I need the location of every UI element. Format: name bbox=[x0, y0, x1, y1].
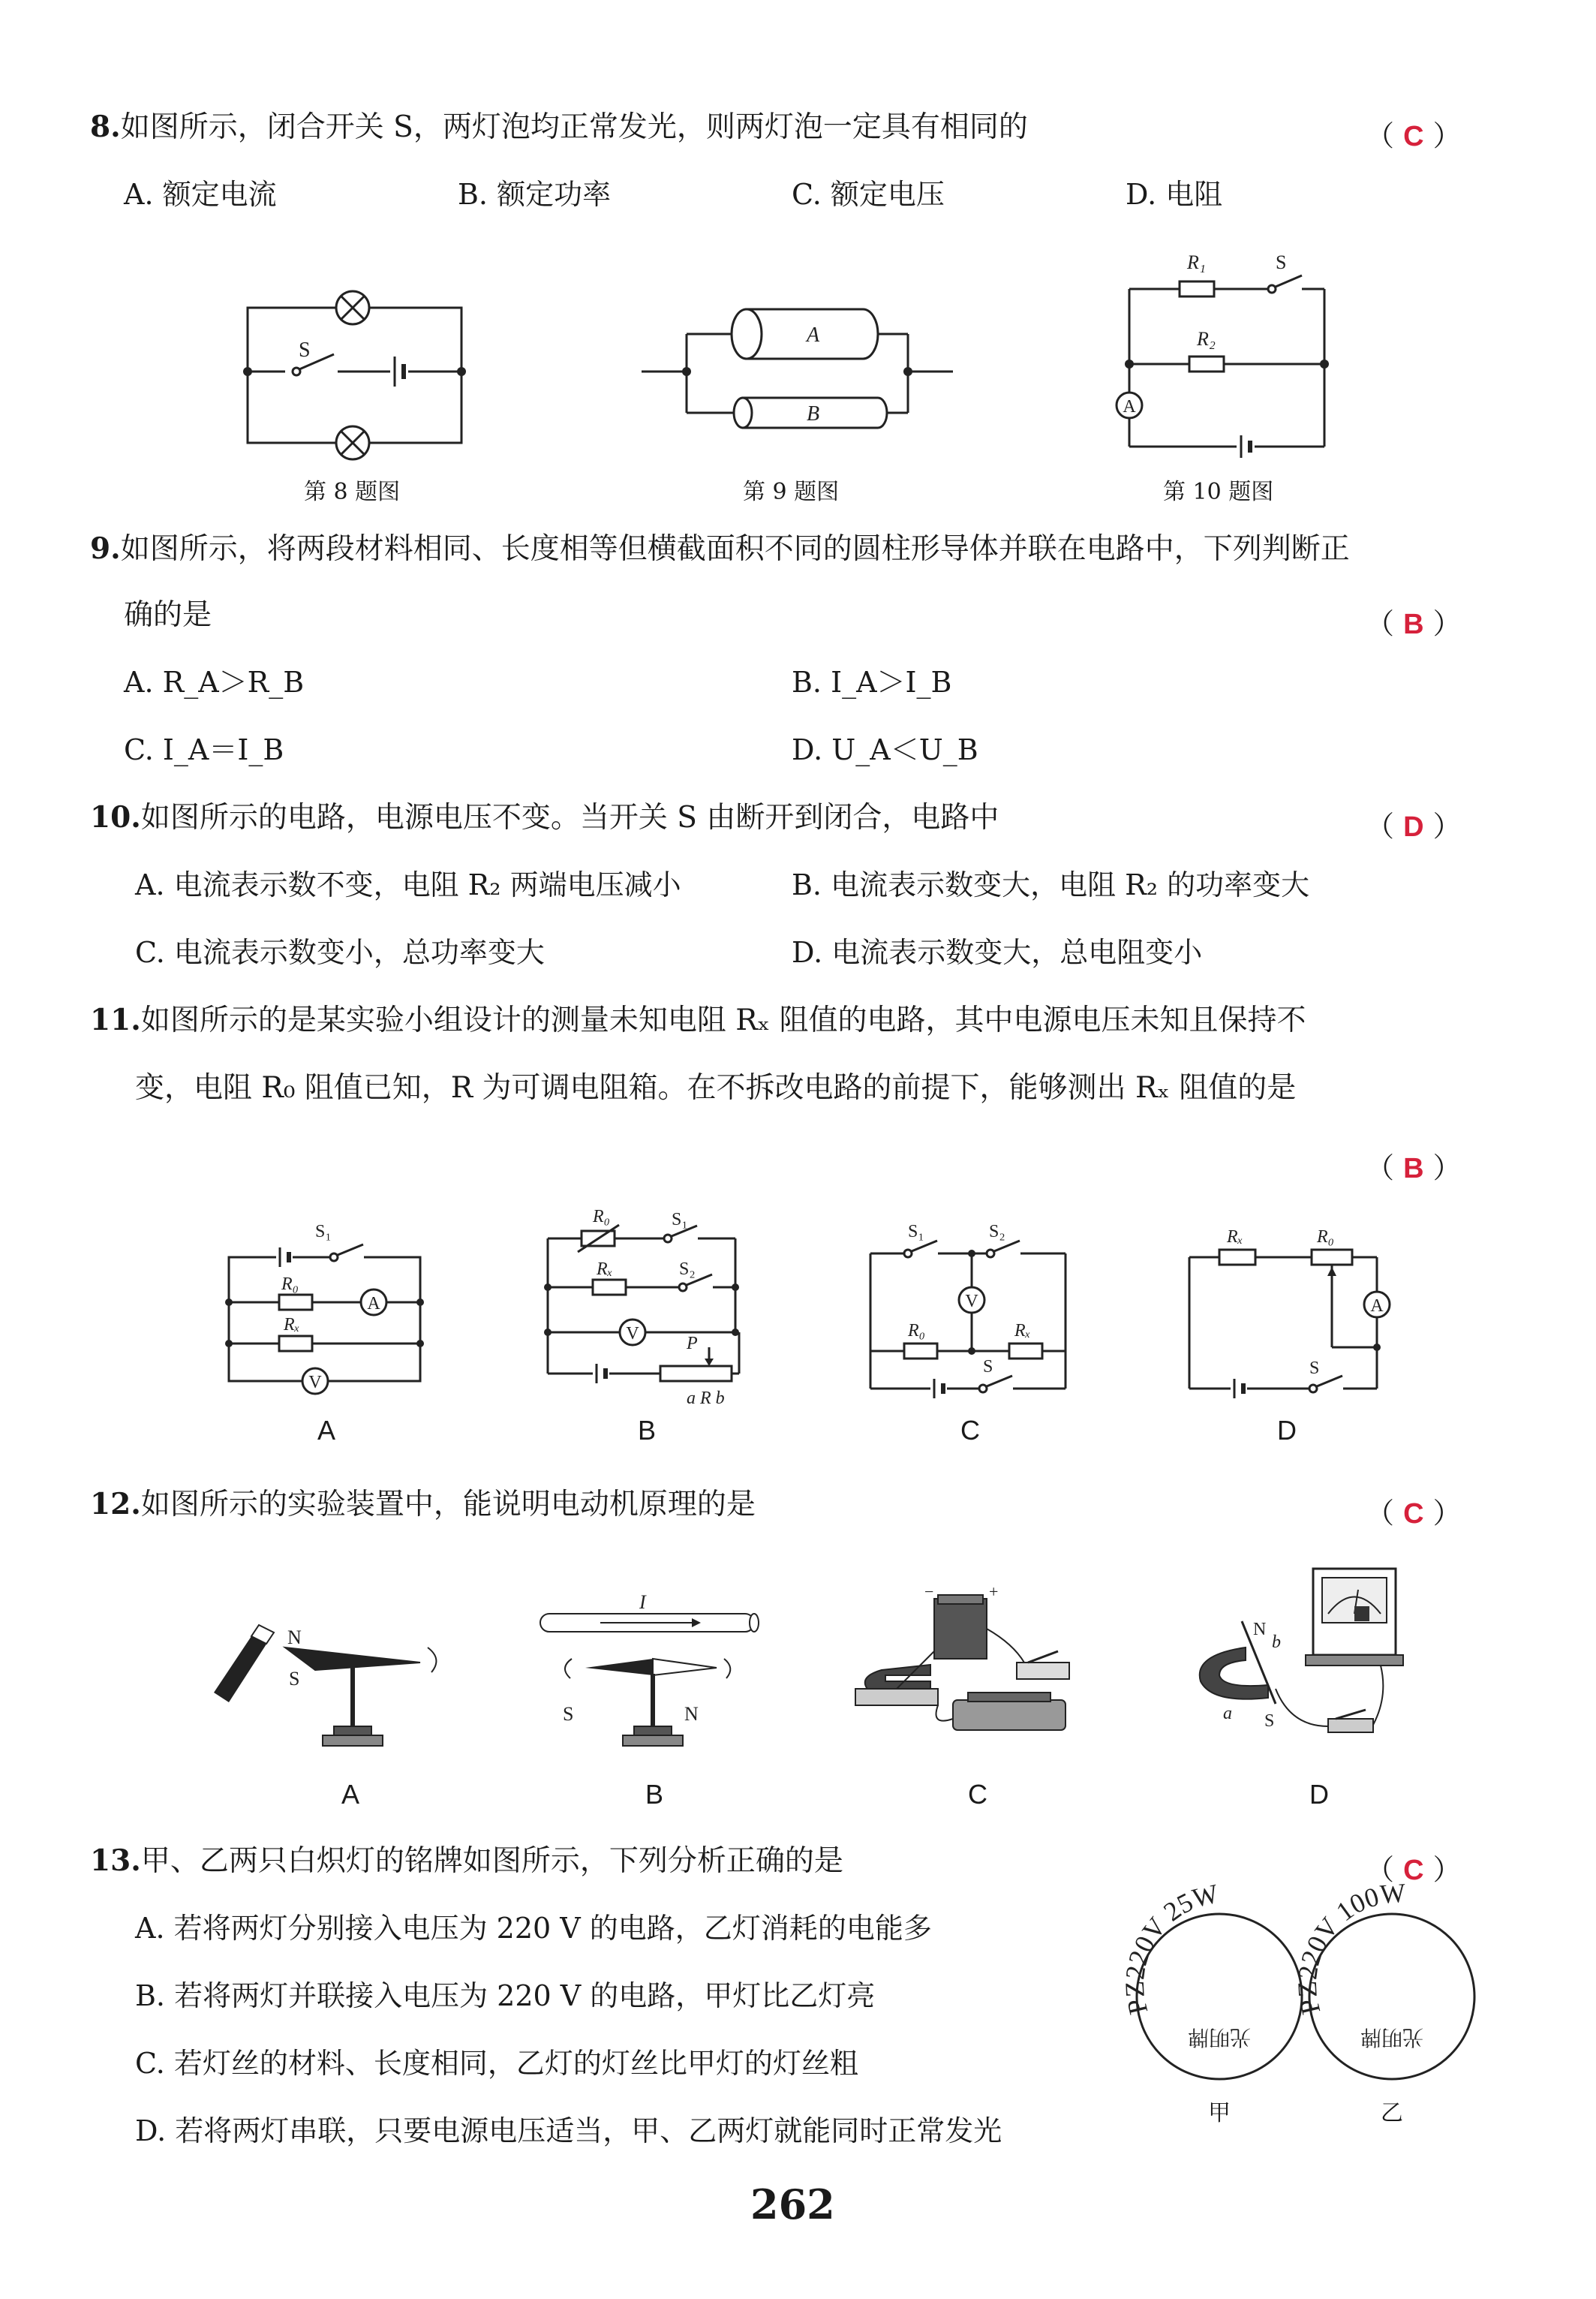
q13-option-a: A. 若将两灯分别接入电压为 220 V 的电路，乙灯消耗的电能多 bbox=[135, 1912, 932, 1945]
q9-number: 9. bbox=[90, 531, 121, 566]
q10-answer: （ D ） bbox=[1366, 810, 1462, 843]
q11-label-c: C bbox=[960, 1415, 980, 1446]
fig8-switch-label: S bbox=[299, 339, 311, 362]
q11-label-a: A bbox=[317, 1415, 336, 1446]
q10-number: 10. bbox=[90, 800, 141, 835]
q13-plate-jia-name: 甲 bbox=[1208, 2100, 1231, 2126]
q13-text: 甲、乙两只白炽灯的铭牌如图所示，下列分析正确的是 bbox=[140, 1844, 843, 1878]
fig9-label-a: A bbox=[807, 323, 820, 347]
svg-text:S₁: S₁ bbox=[315, 1222, 332, 1241]
svg-text:S₁: S₁ bbox=[672, 1210, 688, 1229]
svg-text:I: I bbox=[639, 1591, 646, 1613]
q10-option-b: B. 电流表示数变大，电阻 R₂ 的功率变大 bbox=[792, 868, 1310, 901]
page-number: 262 bbox=[750, 2180, 835, 2228]
q13-option-d: D. 若将两灯串联，只要电源电压适当，甲、乙两灯就能同时正常发光 bbox=[135, 2114, 1002, 2147]
q8-option-d: D. 电阻 bbox=[1126, 178, 1223, 211]
svg-text:S: S bbox=[289, 1668, 300, 1690]
svg-text:V: V bbox=[626, 1324, 639, 1344]
svg-text:N: N bbox=[684, 1703, 699, 1725]
q12-label-d: D bbox=[1309, 1779, 1329, 1810]
q13-option-b: B. 若将两灯并联接入电压为 220 V 的电路，甲灯比乙灯亮 bbox=[135, 1979, 876, 2012]
q10-option-d: D. 电流表示数变大，总电阻变小 bbox=[792, 936, 1203, 969]
svg-text:a: a bbox=[1223, 1704, 1232, 1723]
q12-label-b: B bbox=[645, 1779, 664, 1810]
q11-label-d: D bbox=[1277, 1415, 1297, 1446]
q11-label-b: B bbox=[638, 1415, 657, 1446]
q9-option-c: C. I_A＝I_B bbox=[124, 733, 284, 766]
q12-answer: （ C ） bbox=[1366, 1497, 1462, 1530]
q13-number: 13. bbox=[90, 1843, 141, 1878]
svg-text:A: A bbox=[1370, 1296, 1384, 1316]
q11-text-1: 如图所示的是某实验小组设计的测量未知电阻 Rₓ 阻值的电路，其中电源电压未知且保持不 bbox=[140, 1004, 1306, 1037]
q9-option-b: B. I_A＞I_B bbox=[792, 666, 952, 699]
svg-text:S: S bbox=[983, 1357, 993, 1377]
svg-text:b: b bbox=[1272, 1632, 1281, 1652]
q9-answer-letter: B bbox=[1403, 609, 1424, 640]
svg-text:A: A bbox=[1123, 397, 1136, 417]
svg-text:a R b: a R b bbox=[687, 1389, 725, 1408]
svg-text:S₂: S₂ bbox=[989, 1222, 1005, 1241]
svg-text:Rₓ: Rₓ bbox=[597, 1259, 613, 1279]
svg-text:N: N bbox=[1253, 1620, 1267, 1639]
q10-option-a: A. 电流表示数不变，电阻 R₂ 两端电压减小 bbox=[135, 868, 681, 901]
q9-option-d: D. U_A＜U_B bbox=[792, 733, 978, 766]
svg-text:+: + bbox=[989, 1582, 999, 1601]
svg-text:A: A bbox=[367, 1294, 380, 1313]
q13-plate-yi-name: 乙 bbox=[1381, 2100, 1403, 2126]
q11-number: 11. bbox=[90, 1003, 141, 1037]
svg-text:V: V bbox=[308, 1373, 322, 1392]
figure-8-caption: 第 8 题图 bbox=[304, 479, 401, 505]
fig9-label-b: B bbox=[807, 402, 820, 426]
svg-text:P: P bbox=[687, 1334, 698, 1353]
q8-number: 8. bbox=[90, 110, 121, 144]
q9-text-1: 如图所示，将两段材料相同、长度相等但横截面积不同的圆柱形导体并联在电路中，下列判断正 bbox=[120, 532, 1350, 566]
svg-text:R₀: R₀ bbox=[908, 1321, 926, 1341]
svg-text:R₀: R₀ bbox=[593, 1207, 611, 1226]
q13-plate-jia-rating: PZ220V 25W bbox=[1119, 1878, 1222, 2018]
svg-text:Rₓ: Rₓ bbox=[1014, 1321, 1031, 1341]
svg-text:S: S bbox=[1264, 1711, 1275, 1731]
svg-text:Rₓ: Rₓ bbox=[284, 1315, 300, 1335]
svg-text:S: S bbox=[563, 1703, 574, 1725]
q13-option-c: C. 若灯丝的材料、长度相同，乙灯的灯丝比甲灯的灯丝粗 bbox=[135, 2047, 858, 2080]
svg-text:S₂: S₂ bbox=[679, 1259, 696, 1279]
q11-answer: （ B ） bbox=[1366, 1151, 1462, 1184]
q9-option-a: A. R_A＞R_B bbox=[124, 666, 305, 699]
q10-answer-letter: D bbox=[1403, 811, 1424, 843]
q13-plate-yi-brand: 光明牌 bbox=[1360, 2025, 1424, 2048]
svg-text:R₀: R₀ bbox=[1317, 1227, 1335, 1247]
svg-text:R₀: R₀ bbox=[281, 1274, 299, 1294]
q13-plate-jia bbox=[1120, 1878, 1302, 2079]
q8-answer-letter: C bbox=[1403, 121, 1424, 152]
q8-option-b: B. 额定功率 bbox=[458, 178, 612, 211]
q12-label-a: A bbox=[341, 1779, 360, 1810]
q11-answer-letter: B bbox=[1403, 1153, 1424, 1184]
q8-option-a: A. 额定电流 bbox=[124, 178, 277, 211]
svg-text:N: N bbox=[287, 1626, 302, 1648]
q8-answer: （ C ） bbox=[1366, 119, 1462, 152]
svg-text:Rₓ: Rₓ bbox=[1227, 1227, 1243, 1247]
q13-answer-letter: C bbox=[1403, 1855, 1424, 1886]
svg-text:V: V bbox=[965, 1292, 978, 1311]
svg-text:−: − bbox=[924, 1582, 934, 1601]
q10-text: 如图所示的电路，电源电压不变。当开关 S 由断开到闭合，电路中 bbox=[140, 801, 999, 835]
q10-option-c: C. 电流表示数变小，总功率变大 bbox=[135, 936, 545, 969]
q12-text: 如图所示的实验装置中，能说明电动机原理的是 bbox=[140, 1488, 756, 1521]
figure-10-caption: 第 10 题图 bbox=[1163, 479, 1274, 505]
q13-plate-yi bbox=[1292, 1878, 1474, 2079]
fig10-r2-label: R₂ bbox=[1197, 328, 1216, 350]
q13-plate-yi-rating: PZ220V 100W bbox=[1291, 1877, 1407, 2018]
q12-label-c: C bbox=[968, 1779, 987, 1810]
svg-text:S: S bbox=[1309, 1359, 1320, 1378]
q13-answer: （ C ） bbox=[1366, 1853, 1462, 1886]
q8-option-c: C. 额定电压 bbox=[792, 178, 945, 211]
svg-text:S₁: S₁ bbox=[908, 1222, 924, 1241]
q13-plate-jia-brand: 光明牌 bbox=[1187, 2025, 1252, 2048]
q8-text: 如图所示，闭合开关 S，两灯泡均正常发光，则两灯泡一定具有相同的 bbox=[120, 110, 1028, 144]
q12-number: 12. bbox=[90, 1487, 141, 1521]
figure-9-caption: 第 9 题图 bbox=[743, 479, 840, 505]
q9-stem-line2: 确的是 bbox=[124, 598, 212, 632]
fig10-r1-label: R₁ bbox=[1187, 251, 1206, 273]
fig10-s-label: S bbox=[1276, 251, 1287, 273]
q9-answer: （ B ） bbox=[1366, 607, 1462, 640]
q12-answer-letter: C bbox=[1403, 1498, 1424, 1530]
q11-stem-line2: 变，电阻 R₀ 阻值已知，R 为可调电阻箱。在不拆改电路的前提下，能够测出 Rₓ 阻值的是 bbox=[135, 1071, 1297, 1105]
